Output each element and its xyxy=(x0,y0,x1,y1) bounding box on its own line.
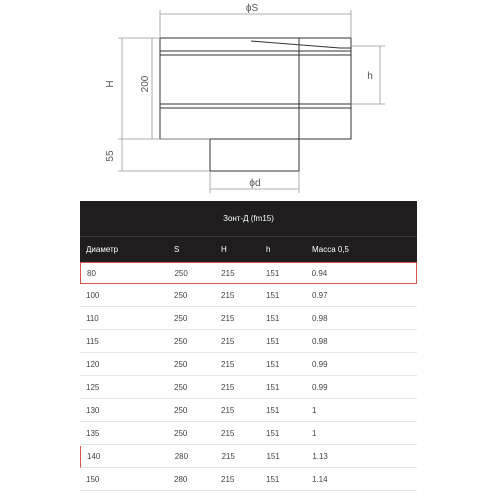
cell-s: 280 xyxy=(174,452,189,461)
cell-H: 215 xyxy=(221,337,235,346)
cell-h: 151 xyxy=(266,337,280,346)
table-row[interactable] xyxy=(80,354,417,376)
cell-s: 250 xyxy=(174,337,188,346)
cell-H: 215 xyxy=(221,291,235,300)
cell-diameter: 140 xyxy=(87,452,101,461)
cell-h: 151 xyxy=(266,406,280,415)
cell-mass: 0.99 xyxy=(312,360,328,369)
spec-table xyxy=(80,201,417,492)
cell-mass: 0.94 xyxy=(311,268,328,278)
cell-H: 215 xyxy=(221,360,235,369)
cell-diameter: 115 xyxy=(86,337,99,346)
cell-diameter: 125 xyxy=(86,383,100,392)
cell-mass: 1 xyxy=(312,406,317,415)
cell-h: 151 xyxy=(266,475,280,484)
header-s: S xyxy=(174,245,180,254)
table-row[interactable] xyxy=(80,377,417,399)
table-row[interactable] xyxy=(80,400,417,422)
cell-s: 250 xyxy=(174,406,188,415)
cell-mass: 1.14 xyxy=(312,475,328,484)
cell-s: 250 xyxy=(174,360,188,369)
cell-H: 215 xyxy=(221,452,235,461)
cell-H: 215 xyxy=(221,429,235,438)
cell-diameter: 80 xyxy=(87,268,96,278)
cell-h: 151 xyxy=(266,429,280,438)
table-row[interactable] xyxy=(80,423,417,445)
cell-h: 151 xyxy=(266,360,280,369)
header-mass: Масса 0,5 xyxy=(312,245,349,254)
dim-label-H: H xyxy=(105,80,116,88)
cell-h: 151 xyxy=(265,268,280,278)
cell-H: 215 xyxy=(221,383,235,392)
cell-s: 250 xyxy=(174,314,188,323)
dim-label-h: h xyxy=(367,71,373,82)
cell-mass: 0.98 xyxy=(312,314,328,323)
cell-diameter: 110 xyxy=(86,314,99,323)
drawing-slant xyxy=(251,41,340,48)
cell-H: 215 xyxy=(221,314,235,323)
cell-h: 151 xyxy=(266,314,280,323)
drawing-pipe xyxy=(210,139,299,171)
cell-diameter: 120 xyxy=(86,360,100,369)
cell-mass: 1 xyxy=(312,429,317,438)
header-diameter: Диаметр xyxy=(86,245,119,254)
cell-diameter: 100 xyxy=(86,291,100,300)
cell-mass: 1.13 xyxy=(312,452,328,461)
technical-drawing xyxy=(0,0,500,200)
cell-H: 215 xyxy=(221,475,235,484)
table-row[interactable] xyxy=(80,308,417,330)
cell-h: 151 xyxy=(266,383,280,392)
cell-h: 151 xyxy=(266,452,280,461)
cell-diameter: 130 xyxy=(86,406,100,415)
table-row[interactable] xyxy=(80,469,417,491)
dim-label-55: 55 xyxy=(105,150,116,162)
table-row[interactable] xyxy=(80,262,417,284)
cell-h: 151 xyxy=(266,291,280,300)
cell-diameter: 135 xyxy=(86,429,100,438)
cell-s: 250 xyxy=(174,291,188,300)
table-row[interactable] xyxy=(80,285,417,307)
cell-s: 280 xyxy=(174,475,188,484)
table-row[interactable] xyxy=(80,446,417,468)
cell-H: 215 xyxy=(221,268,235,278)
cell-mass: 0.98 xyxy=(312,337,328,346)
table-title: Зонт-Д (fm15) xyxy=(80,201,417,236)
cell-H: 215 xyxy=(221,406,235,415)
cell-s: 250 xyxy=(174,383,188,392)
dim-label-200: 200 xyxy=(140,75,151,93)
cell-s: 250 xyxy=(174,429,188,438)
cell-s: 250 xyxy=(174,268,188,278)
dim-label-s: ϕS xyxy=(245,3,259,14)
header-H: H xyxy=(221,245,227,254)
table-header-row xyxy=(80,236,417,262)
dim-label-d: ϕd xyxy=(249,178,261,189)
drawing-body xyxy=(160,38,351,139)
cell-mass: 0.97 xyxy=(312,291,328,300)
table-row[interactable] xyxy=(80,331,417,353)
header-h: h xyxy=(266,245,271,254)
cell-mass: 0.99 xyxy=(312,383,328,392)
cell-diameter: 150 xyxy=(86,475,100,484)
